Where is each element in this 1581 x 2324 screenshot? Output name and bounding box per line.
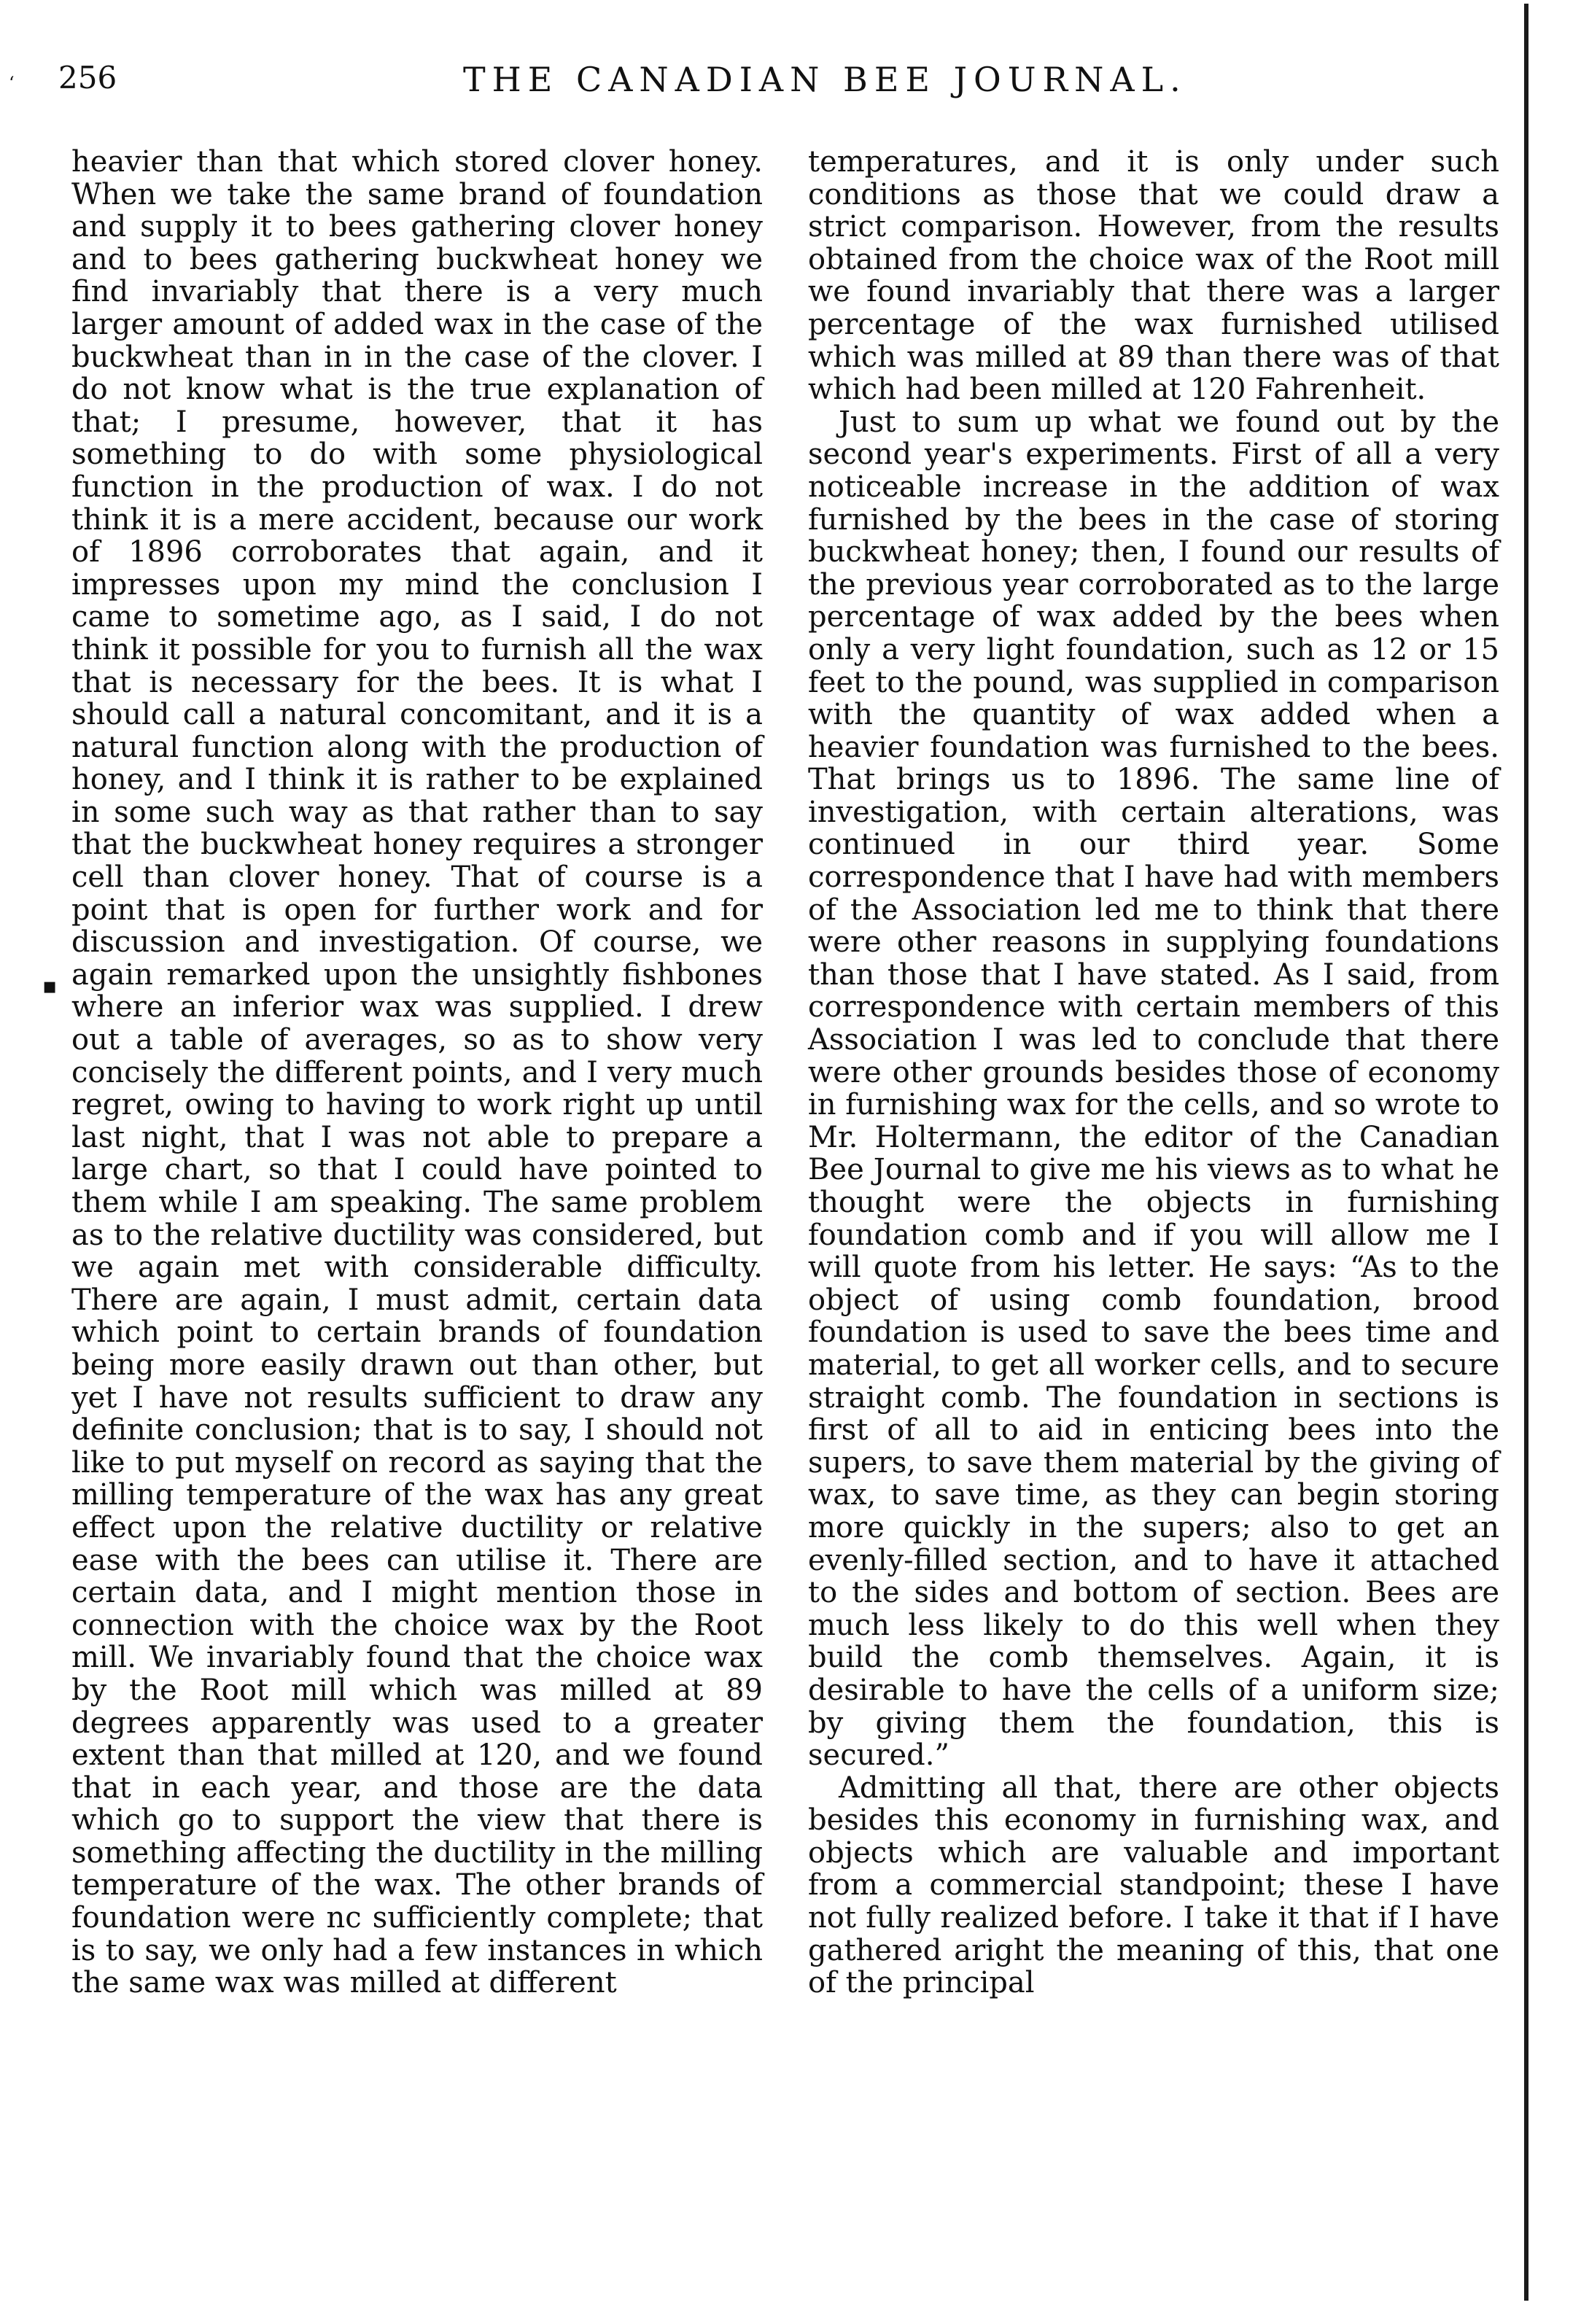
left-column (71, 146, 763, 2000)
journal-title: THE CANADIAN BEE JOURNAL. (463, 60, 1187, 99)
margin-mark: ▪ (42, 973, 58, 999)
right-paragraph-1: temperatures, and it is only under such conditions as those that we could draw a strict comparison. However, from the results obtained from the choice wax of the Root mill we found invariably that there was a larger percentage of the wax furnished utilised which was milled at 89 than there was of that which had been milled at 120 Fahrenheit. (808, 145, 1499, 407)
right-column (808, 146, 1499, 2000)
left-paragraph-1: heavier than that which stored clover honey. When we take the same brand of foundation and supply it to bees gathering clover honey and to bees gathering buckwheat honey we find invariably that there is a very much larger amount of added wax in the case of the buckwheat than in in the case of the clover. I do not know what is the true explanation of that; I presume, however, that it has something to do with some physiological function in the production of wax. I do not think it is a mere accident, because our work of 1896 corroborates that again, and it impresses upon my mind the conclusion I came to sometime ago, as I said, I do not think it possible for you to furnish all the wax that is necessary for the bees. It is what I should call a natural concomitant, and it is a natural function along with the production of honey, and I think it is rather to be explained in some such way as that rather than to say that the buckwheat honey requires a stronger cell than clover honey. That of course is a point that is open for further work and for discussion and investigation. Of course, we again remarked upon the unsightly fishbones where an inferior wax was supplied. I drew out a table of averages, so as to show very concisely the different points, and I very much regret, owing to having to work right up until last night, that I was not able to prepare a large chart, so that I could have pointed to them while I am speaking. The same problem as to the relative ductility was considered, but we again met with considerable difficulty. There are again, I must admit, certain data which point to certain brands of foundation being more easily drawn out than other, but yet I have not results sufficient to draw any definite conclusion; that is to say, I should not like to put myself on record as saying that the milling temperature of the wax has any great effect upon the relative ductility or relative ease with the bees can utilise it. There are certain data, and I might mention those in connection with the choice wax by the Root mill. We invariably found that the choice wax by the Root mill which was milled at 89 degrees apparently was used to a greater extent than that milled at 120, and we found that in each year, and those are the data which go to support the view that there is something affecting the ductility in the milling temperature of the wax. The other brands of foundation were nc sufficiently complete; that is to say, we only had a few instances in which the same wax was milled at different (71, 145, 763, 2000)
page-header (58, 60, 1488, 111)
right-paragraph-2: Just to sum up what we found out by the second year's experiments. First of all a very noticeable increase in the addition of wax furnished by the bees in the case of storing buckwheat honey; then, I found our results of the previous year corroborated as to the large percentage of wax added by the bees when only a very light foundation, such as 12 or 15 feet to the pound, was supplied in comparison with the quantity of wax added when a heavier foundation was furnished to the bees. That brings us to 1896. The same line of investigation, with certain alterations, was continued in our third year. Some correspondence that I have had with members of the Association led me to think that there were other reasons in supplying foundations than those that I have stated. As I said, from correspondence with certain members of this Association I was led to conclude that there were other grounds besides those of economy in furnishing wax for the cells, and so wrote to Mr. Holtermann, the editor of the Canadian Bee Journal to give me his views as to what he thought were the objects in furnishing foundation comb and if you will allow me I will quote from his letter. He says: “As to the object of using comb foundation, brood foundation is used to save the bees time and material, to get all worker cells, and to secure straight comb. The foundation in sections is first of all to aid in enticing bees into the supers, to save them material by the giving of wax, to save time, as they can begin storing more quickly in the supers; also to get an evenly-filled section, and to have it attached to the sides and bottom of section. Bees are much less likely to do this well when they build the comb themselves. Again, it is desirable to have the cells of a uniform size; by giving them the foundation, this is secured.” (808, 405, 1499, 1773)
margin-mark-top: ‘ (9, 73, 15, 93)
page-number: 256 (58, 60, 117, 96)
right-paragraph-3: Admitting all that, there are other objects besides this economy in furnishing wax, and objects which are valuable and important from a commercial standpoint; these I have not fully realized before. I take it that if I have gathered aright the meaning of this, that one of the principal (808, 1771, 1499, 2000)
page-edge-rule (1524, 4, 1528, 2301)
